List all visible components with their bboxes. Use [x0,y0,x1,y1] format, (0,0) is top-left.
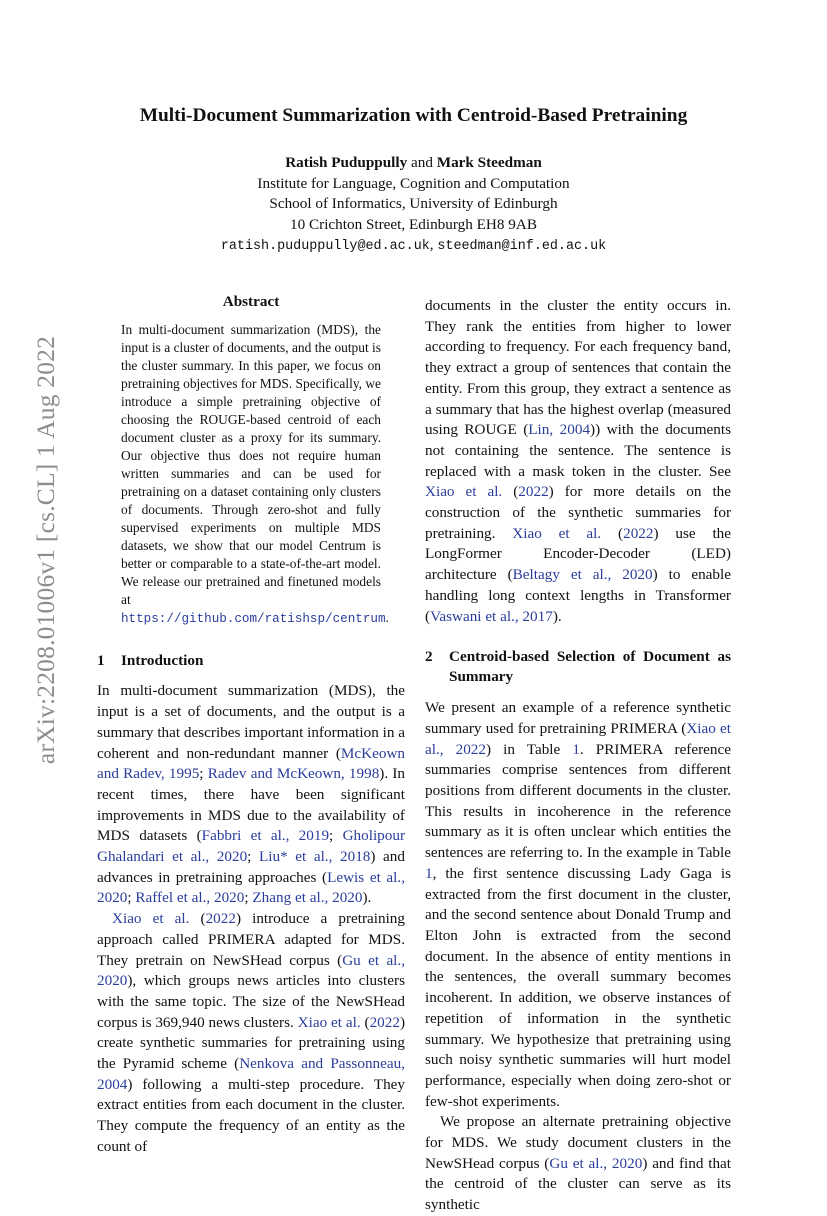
text: ) and advances in pretraining approaches ( [97,848,405,886]
section-number: 1 [97,651,105,669]
citation-link[interactable]: Xiao et al. [425,483,503,501]
citation-link[interactable]: Xiao et al. [297,1013,361,1031]
citation-link[interactable]: 2022 [518,483,549,501]
author-line [0,153,827,174]
text: ) use the LongFormer Encoder-Decoder (LED) architecture ( [425,524,731,584]
citation-link[interactable]: Gu et al., 2020 [97,951,406,990]
table-ref-link[interactable]: 1 [572,740,580,758]
text: )) with the documents not containing the sentence. The sentence is replaced with a mask token in the cluster. See [425,421,732,480]
author-name: Ratish Puduppully [285,154,408,171]
author-conjunction: and [407,154,437,171]
paragraph [425,698,731,1112]
citation-link[interactable]: 2022 [205,910,236,928]
citation-link[interactable]: Vaswani et al., 2017 [430,607,553,625]
text: We propose an alternate pretraining objective for MDS. We study document clusters in the NewSHead corpus ( [425,1113,731,1172]
email: steedman@inf.ed.ac.uk [437,239,607,254]
text: ) introduce a pretraining approach called PRIMERA adapted for MDS. They pretrain on NewSHead corpus ( [97,910,405,969]
paper-title: Multi-Document Summarization with Centroid-Based Pretraining [139,105,688,126]
paragraph [425,296,731,627]
left-column [97,292,405,1158]
citation-link[interactable]: McKeown and Radev, 1995 [97,744,405,783]
section-heading-centroid [425,647,731,687]
text: documents in the cluster the entity occurs in. They rank the entities from higher to lower according to frequency. For each frequency band, they extract a group of sentences that contain the entity. From this group, they extract a sentence as a summary that has the highest overlap (measured using ROUGE ( [425,297,731,439]
section-title: Centroid-based Selection of Document as Summary [449,648,731,686]
abstract-text: In multi-document summarization (MDS), the input is a cluster of documents, and the output is the cluster summary. In this paper, we focus on pretraining objectives for MDS. Specifically, we introduce a simple pretraining objective of choosing the ROUGE-based centroid of each document cluster as a proxy for its summary. Our objective thus does not require human written summaries and can be used for pretraining on a dataset containing only clusters of documents. Through zero-shot and fully supervised experiments on multiple MDS datasets, we show that our model Centrum is better or comparable to a state-of-the-art model. We release our pretrained and finetuned models at [121,321,381,607]
right-column [425,296,731,1216]
text: ; [244,889,253,907]
affiliation: School of Informatics, University of Edinburgh [269,195,558,212]
email-line [0,235,827,258]
text: . PRIMERA reference summaries comprise sentences from different positions from different documents in the cluster. This results in incoherence in the reference summary as it is often unclear which entities the sentences are referring to. In the example in Table [425,740,731,862]
text: ) in Table [486,740,573,758]
citation-link[interactable]: Gholipour Ghalandari et al., 2020 [97,827,405,866]
author-block [0,153,827,258]
citation-link[interactable]: Nenkova and Passonneau, 2004 [97,1055,405,1093]
citation-link[interactable]: Zhang et al., 2020 [252,889,363,907]
text: ) for more details on the construction of the synthetic summaries for pretraining. [425,483,732,542]
text: ( [601,524,624,542]
citation-link[interactable]: Xiao et al. [112,910,190,928]
citation-link[interactable]: Xiao et al. [512,524,602,542]
text: ( [360,1013,370,1031]
text: ; [329,827,343,845]
arxiv-identifier: arXiv:2208.01006v1 [cs.CL] 1 Aug 2022 [31,335,60,765]
citation-link[interactable]: Radev and McKeown, 1998 [207,765,380,783]
text: ) to enable handling long context lengths in Transformer ( [425,566,731,625]
text: , the first sentence discussing Lady Gaga is extracted from the first document in the cluster, and the second sentence about Donald Trump and Elton John is extracted from the second document. In the absence of entity mentions in the sentences, the overall summary becomes incoherent. In addition, we observe instances of repetition of information in the synthetic summary. We hypothesize that pretraining using such noisy synthetic summaries will hurt model performance, especially when doing zero-shot or few-shot experiments. [425,864,731,1110]
text: ) create synthetic summaries for pretraining using the Pyramid scheme ( [97,1013,405,1073]
email: ratish.puduppully@ed.ac.uk [220,239,430,254]
text: ) and find that the centroid of the cluster can serve as its synthetic [425,1154,732,1214]
text: ) following a multi-step procedure. They extract entities from each document in the cluster. They compute the frequency of an entity as the count of [97,1075,405,1155]
text: ; [127,889,136,907]
text: ; [199,765,208,783]
text: ( [502,483,519,501]
text: We present an example of a reference synthetic summary used for pretraining PRIMERA ( [425,699,731,737]
repo-link[interactable]: https://github.com/ratishsp/centrum [121,611,386,626]
citation-link[interactable]: Fabbri et al., 2019 [201,827,330,845]
citation-link[interactable]: Gu et al., 2020 [549,1154,643,1172]
citation-link[interactable]: Raffel et al., 2020 [135,889,245,907]
section-number: 2 [425,648,433,666]
affiliation: Institute for Language, Cognition and Computation [257,174,570,192]
section-heading-introduction [97,651,405,672]
text: ( [189,910,206,928]
citation-link[interactable]: Xiao et al., 2022 [425,719,732,758]
abstract-body [121,321,389,628]
text: In multi-document summarization (MDS), the input is a set of documents, and the output is a summary that describes important information in a coherent and non-redundant manner ( [97,682,405,762]
address: 10 Crichton Street, Edinburgh EH8 9AB [290,215,537,233]
paragraph [97,681,405,909]
text: ). [552,607,562,625]
citation-link[interactable]: Lin, 2004 [528,421,591,439]
email-separator: , [429,236,438,253]
text: ; [247,848,259,866]
citation-link[interactable]: Liu* et al., 2018 [259,848,371,866]
table-ref-link[interactable]: 1 [425,864,433,882]
section-title: Introduction [121,651,204,669]
paragraph [97,909,405,1157]
citation-link[interactable]: Lewis et al., 2020 [97,868,405,907]
abstract-heading: Abstract [222,293,280,310]
citation-link[interactable]: 2022 [369,1013,400,1031]
abstract-end: . [385,609,389,625]
author-name: Mark Steedman [436,154,542,171]
text: ). In recent times, there have been significant improvements in MDS due to the availability of MDS datasets ( [97,765,405,845]
citation-link[interactable]: Beltagy et al., 2020 [512,566,653,584]
arxiv-side-stamp [22,335,70,765]
text: ), which groups news articles into clusters with the same topic. The size of the NewSHead corpus is 369,940 news clusters. [97,972,405,1031]
paragraph [425,1112,731,1216]
text: ). [362,889,372,907]
citation-link[interactable]: 2022 [623,524,654,542]
